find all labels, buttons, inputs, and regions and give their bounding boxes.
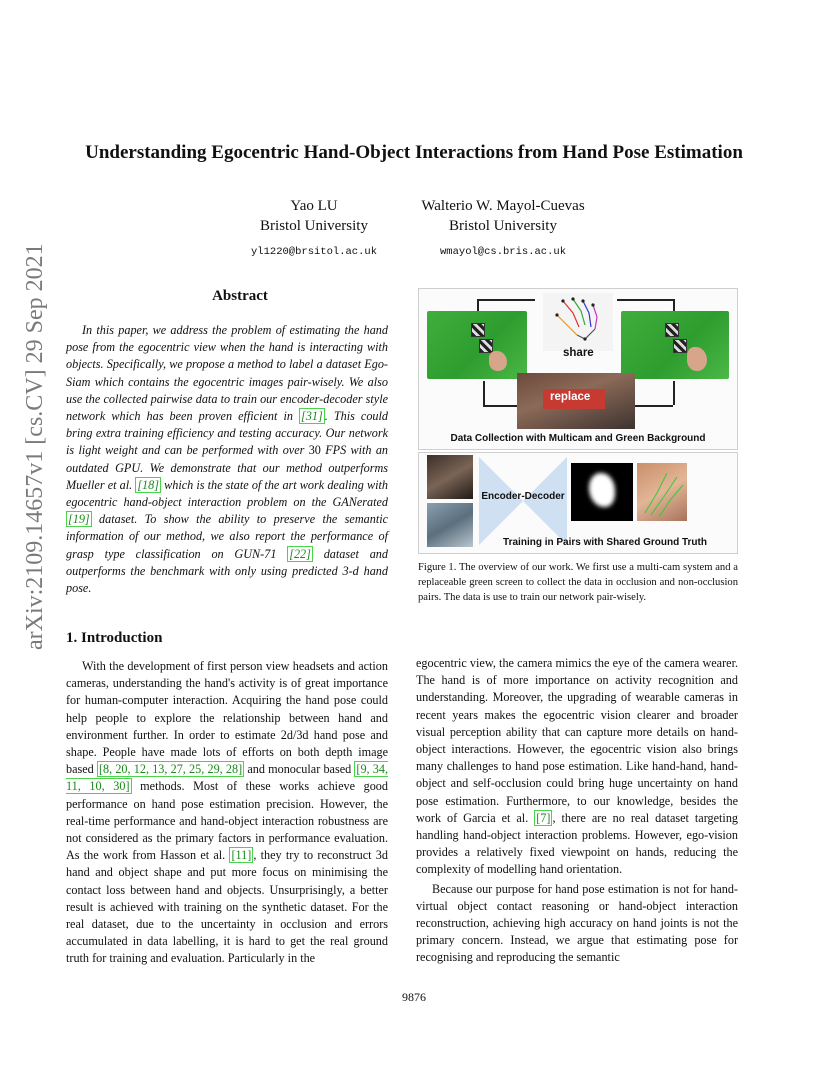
- citation-link[interactable]: [31]: [301, 409, 323, 424]
- abstract-text: . This could bring extra training efficiency and testing accuracy. Our network is light weight and can be performed with over: [66, 409, 389, 458]
- encoder-decoder-label: Encoder-Decoder: [481, 491, 565, 502]
- mask-blob: [589, 473, 615, 507]
- abstract-text: FPS with an outdated GPU. We demonstrate that our method outperforms Mueller et al.: [66, 443, 389, 492]
- figure-overview: [418, 288, 738, 554]
- fiducial-marker: [471, 323, 485, 337]
- author-block-1: [214, 196, 414, 262]
- citation-link[interactable]: [7]: [536, 810, 551, 825]
- pose-overlay-photo: [637, 463, 687, 521]
- citation-link[interactable]: [18]: [137, 477, 159, 492]
- replace-label: replace: [550, 391, 591, 403]
- citation-link[interactable]: [22]: [289, 546, 311, 561]
- hand-object-photo: [427, 503, 473, 547]
- green-screen-image-right: [621, 311, 729, 379]
- intro-text: and monocular based: [244, 762, 355, 777]
- hand-photo: [489, 351, 507, 371]
- page-number: 9876: [402, 990, 426, 1004]
- pose-overlay-icon: [637, 463, 687, 521]
- arrow-connector: [617, 299, 673, 301]
- author-block-2: [393, 196, 613, 262]
- abstract-text: In this paper, we address the problem of estimating the hand pose from the egocentric view when the hand is interacting with objects. Specifically, we propose a method to label a dataset Ego-Siam which contains the egocentric images pair-wisely. We also use the collected pairwise data to train our encoder-decoder style network which has been proven efficient in: [66, 323, 388, 424]
- figure-caption: Figure 1. The overview of our work. We first use a multi-cam system and a replaceable green screen to collect the data in occlusion and non-occlusion pairs. The data is use to train our network pair-wisely.: [418, 562, 738, 604]
- abstract-text: which is the state of the art work dealing with egocentric hand-object interaction problem on the GANerated: [66, 477, 389, 510]
- author-name: Walterio W. Mayol-Cuevas: [421, 198, 585, 214]
- abstract-text: dataset. To show the ability to preserve the semantic information of our method, we also report the performance of grasp type classification on GUN-71: [66, 512, 388, 561]
- data-collection-caption: Data Collection with Multicam and Green Background: [450, 433, 706, 444]
- occlusion-scene-photo: [517, 373, 635, 429]
- intro-text: egocentric view, the camera mimics the eye of the camera wearer. The hand is of more importance on activity recognition and understanding. Moreover, the upgrading of wearable cameras in recent years makes the egocentric vision clearer and broader visual perception ability that can capture more details on hand-object interactions. However, the egocentric vision also brings many challenges to hand pose estimation. Like hand-hand, hand-object and self-occlusion could bring huge uncertainty on hand pose estimation. Furthermore, to our knowledge, besides the work of Garcia et al.: [416, 656, 738, 825]
- training-panel: [418, 452, 738, 554]
- abstract-body: [66, 322, 388, 597]
- abstract-text: dataset and outperforms the benchmark with only using predicted 3-d hand pose.: [66, 546, 388, 596]
- citation-link[interactable]: [11]: [231, 848, 252, 863]
- segmentation-mask: [571, 463, 633, 521]
- author-affiliation: Bristol University: [449, 218, 557, 234]
- arrow-connector: [477, 299, 535, 301]
- share-label: share: [563, 347, 594, 359]
- intro-right-column: [416, 655, 738, 967]
- arrow-connector: [483, 405, 517, 407]
- hand-object-photo: [427, 455, 473, 499]
- author-name: Yao LU: [290, 198, 338, 214]
- fiducial-marker: [673, 339, 687, 353]
- fps-value: 30: [308, 443, 321, 458]
- paper-title: Understanding Egocentric Hand-Object Interactions from Hand Pose Estimation: [85, 142, 743, 163]
- data-collection-panel: [418, 288, 738, 450]
- green-screen-image-left: [427, 311, 527, 379]
- intro-text: , they try to reconstruct 3d hand and object shape and put more focus on minimising the contact loss between hand and objects. Unsurprisingly, a better result is achieved with training on the synthetic dataset. For the real dataset, due to the uncertainty in occlusion and errors accumulated in data labelling, it is hard to get the real ground truth for training and evaluation. Particularly in the: [66, 848, 388, 966]
- intro-left-column: [66, 658, 388, 968]
- author-affiliation: Bristol University: [260, 218, 368, 234]
- arrow-connector: [483, 381, 485, 405]
- citation-link[interactable]: [9, 34, 11, 10, 30]: [66, 762, 389, 794]
- intro-text: , there are no real dataset targeting handling hand-object interaction problems. However, ego-vision provides a relatively fixed viewpoint on hands, reducing the complexity of modelling hand orientation.: [416, 810, 739, 877]
- arrow-connector: [635, 405, 673, 407]
- citation-link[interactable]: [8, 20, 12, 13, 27, 25, 29, 28]: [98, 762, 243, 777]
- fiducial-marker: [665, 323, 679, 337]
- section-heading: 1. Introduction: [66, 630, 163, 646]
- hand-photo: [687, 347, 707, 371]
- arrow-connector: [477, 299, 479, 311]
- arrow-connector: [673, 381, 675, 405]
- intro-text: methods. Most of these works achieve good performance on hand pose estimation precision. However, the real-time performance and hand-object interaction robustness are not considered as the primary factors in performance evaluation. As the work from Hasson et al.: [66, 779, 388, 863]
- training-caption: Training in Pairs with Shared Ground Truth: [503, 537, 707, 548]
- abstract-heading: Abstract: [212, 288, 268, 304]
- intro-text: With the development of first person view headsets and action cameras, understanding the hand's activity is of great importance for human-computer interaction. Acquiring the hand pose could help people to explore the relationship between hand and environment further. In order to estimate 2d/3d hand pose and shape. People have made lots of efforts on both depth image based: [66, 659, 388, 777]
- arxiv-identifier: arXiv:2109.14657v1 [cs.CV] 29 Sep 2021: [22, 243, 48, 650]
- author-email: wmayol@cs.bris.ac.uk: [439, 246, 567, 258]
- author-email: yl1220@brsitol.ac.uk: [250, 246, 378, 258]
- hand-skeleton-graphic: [543, 293, 613, 351]
- fiducial-marker: [479, 339, 493, 353]
- arrow-connector: [673, 299, 675, 311]
- intro-paragraph: Because our purpose for hand pose estimation is not for hand-virtual object contact reasoning or hand-object interaction reconstruction, achieving high accuracy on hand joints is not the primary concern. Instead, we argue that estimating pose for recognising and reproducing the semantic: [416, 881, 738, 965]
- citation-link[interactable]: [19]: [68, 512, 90, 527]
